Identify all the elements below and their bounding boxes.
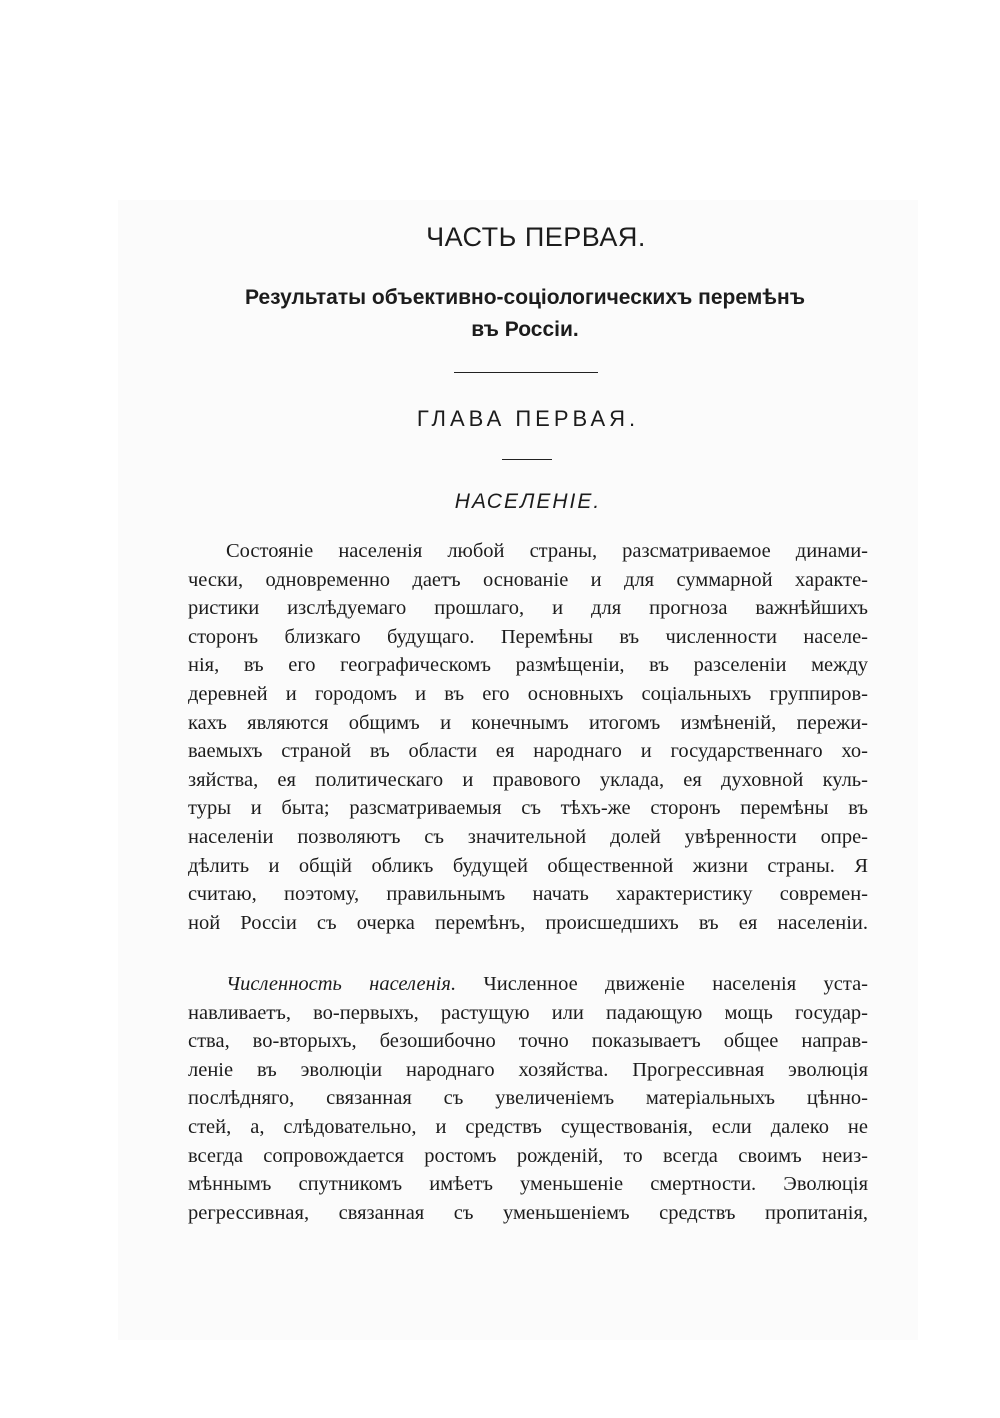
text-line-first <box>188 970 868 999</box>
text-line: кахъ являются общимъ и конечнымъ итогомъ измѣненій, пережи- <box>188 711 868 734</box>
text-line: регрессивная, связанная съ уменьшеніемъ средствъ пропитанія, <box>188 1201 868 1224</box>
text-line: зяйства, ея политическаго и правового уклада, ея духовной куль- <box>188 768 868 791</box>
text-line: всегда сопровождается ростомъ рожденій, то всегда своимъ неиз- <box>188 1144 868 1167</box>
text-line: ваемыхъ страной въ области ея народнаго и государственнаго хо- <box>188 740 868 763</box>
text-line: дѣлить и общій обликъ будущей общественной жизни страны. Я <box>188 854 868 877</box>
text-line: ристики изслѣдуемаго прошлаго, и для прогноза важнѣйшихъ <box>188 597 868 620</box>
text-run: Численное движеніе населенія уста- <box>456 973 868 995</box>
text-line: леніе въ эволюціи народнаго хозяйства. Прогрессивная эволюція <box>188 1058 868 1081</box>
text-line: ной Россіи съ очерка перемѣнъ, происшедшихъ въ ея населеніи. <box>188 911 868 934</box>
run-in-heading: Численность населенія. <box>226 973 457 995</box>
text-line: нія, въ его географическомъ размѣщеніи, въ разселеніи между <box>188 654 868 677</box>
chapter-title: ГЛАВА ПЕРВАЯ. <box>416 406 640 431</box>
text-line: Состояніе населенія любой страны, разсматриваемое динами- <box>226 540 868 562</box>
text-line: считаю, поэтому, правильнымъ начать характеристику современ- <box>188 883 868 906</box>
part-title: ЧАСТЬ ПЕРВАЯ. <box>426 222 646 252</box>
text-line: туры и быта; разсматриваемыя съ тѣхъ-же сторонъ перемѣны въ <box>188 797 868 820</box>
text-line: деревней и городомъ и въ его основныхъ соціальныхъ группиров- <box>188 682 868 705</box>
divider-rule-short <box>502 459 552 460</box>
part-subtitle-line-2: въ Россіи. <box>471 318 579 341</box>
part-subtitle-line-1: Результаты объективно-соціологическихъ перемѣнъ <box>244 286 806 309</box>
text-line: мѣннымъ спутникомъ имѣетъ уменьшеніе смертности. Эволюція <box>188 1173 868 1196</box>
text-line: чески, одновременно даетъ основаніе и для суммарной характе- <box>188 568 868 591</box>
section-title: НАСЕЛЕНІЕ. <box>454 490 602 513</box>
text-line: послѣдняго, связанная съ увеличеніемъ матеріальныхъ цѣнно- <box>188 1087 868 1110</box>
text-line: ства, во-вторыхъ, безошибочно точно показываетъ общее направ- <box>188 1030 868 1053</box>
text-line: навливаетъ, во-первыхъ, растущую или падающую мощь государ- <box>188 1001 868 1024</box>
divider-rule <box>454 372 598 373</box>
part-subtitle <box>200 282 850 346</box>
text-line: сторонъ близкаго будущаго. Перемѣны въ численности населе- <box>188 625 868 648</box>
text-line: стей, а, слѣдовательно, и средствъ существованія, если далеко не <box>188 1115 868 1138</box>
body-paragraph-2 <box>188 970 868 1227</box>
text-line: населеніи позволяютъ съ значительной долей увѣренности опре- <box>188 825 868 848</box>
body-paragraph-1 <box>188 537 868 937</box>
